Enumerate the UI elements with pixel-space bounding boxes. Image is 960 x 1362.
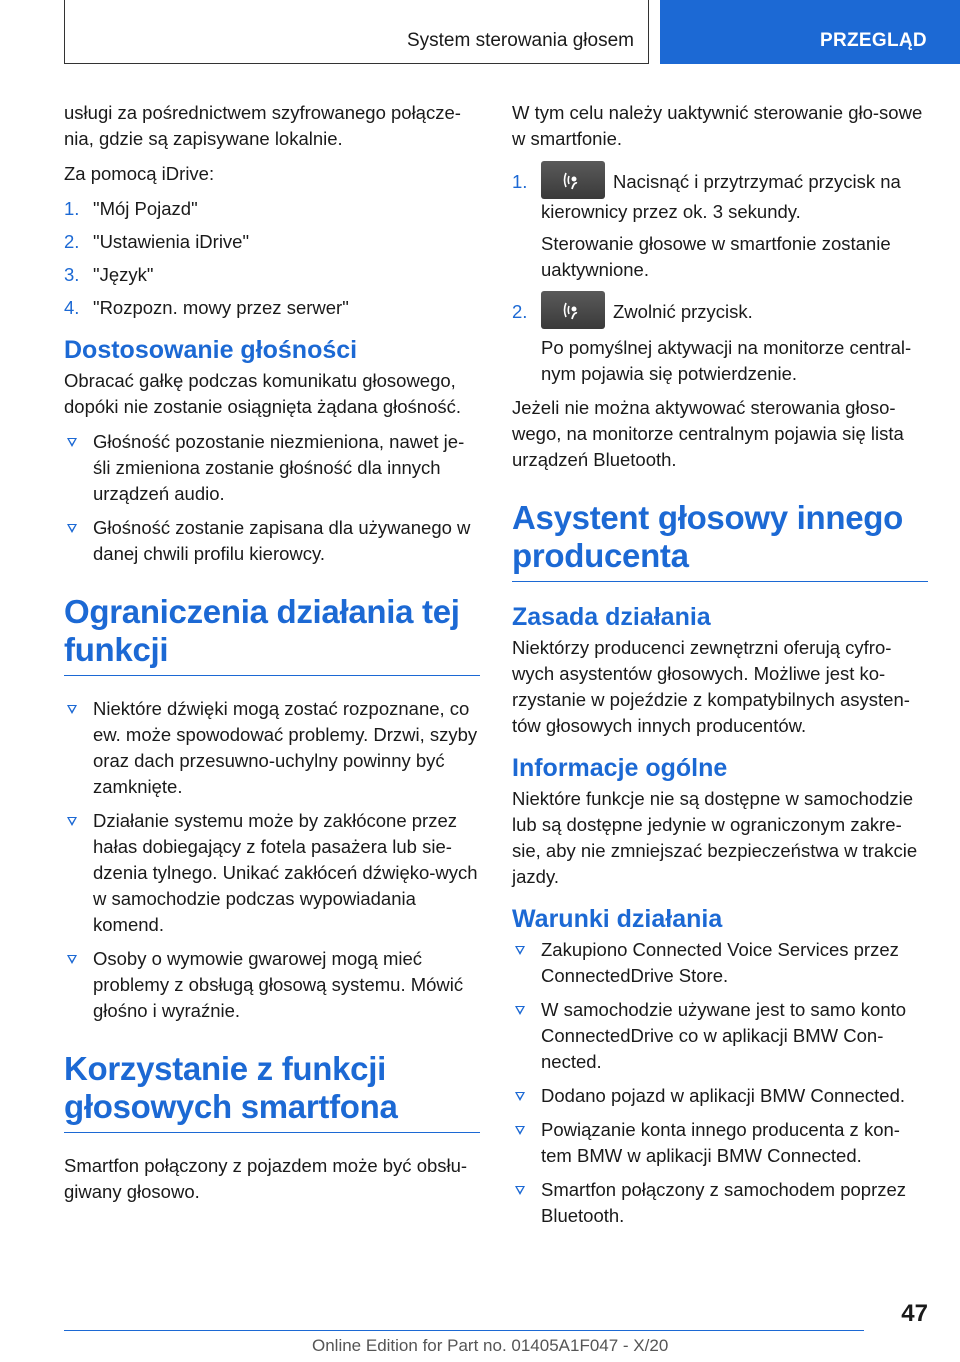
list-item: Powiązanie konta innego producenta z kon-tem BMW w aplikacji BMW Connected. bbox=[512, 1117, 928, 1169]
header-section-box bbox=[64, 0, 649, 64]
footer-divider bbox=[64, 1330, 864, 1331]
triangle-bullet-icon bbox=[515, 1006, 525, 1015]
page-number: 47 bbox=[901, 1300, 928, 1327]
step-result: Po pomyślnej aktywacji na monitorze central-nym pojawia się potwierdzenie. bbox=[541, 337, 912, 384]
triangle-bullet-icon bbox=[515, 946, 525, 955]
conditions-bullets bbox=[512, 937, 928, 1229]
list-item: Dodano pojazd w aplikacji BMW Connected. bbox=[512, 1083, 928, 1109]
voice-control-button-icon bbox=[541, 291, 605, 329]
list-item: Smartfon połączony z samochodem poprzez Bluetooth. bbox=[512, 1177, 928, 1229]
principle-text: Niektórzy producenci zewnętrzni oferują cyfro-wych asystentów głosowych. Możliwe jest ko-rzystanie w pojeździe z kompatybilnych asysten-tów głosowych innych producentów. bbox=[512, 637, 910, 736]
footer-edition: Online Edition for Part no. 01405A1F047 - X/20 bbox=[312, 1336, 669, 1355]
right-intro-text: W tym celu należy uaktywnić sterowanie gło-sowe w smartfonie. bbox=[512, 102, 923, 149]
general-heading: Informacje ogólne bbox=[512, 754, 728, 782]
list-item: 1. Nacisnąć i przytrzymać przycisk na kierownicy przez ok. 3 sekundy. Sterowanie głosowe w smartfonie zostanie uaktywnione. bbox=[512, 161, 928, 283]
triangle-bullet-icon bbox=[67, 524, 77, 533]
right-column bbox=[512, 100, 928, 1237]
list-item: Niektóre dźwięki mogą zostać rozpoznane, co ew. może spowodować problemy. Drzwi, szyby oraz dach przesuwno-uchylny powinny być zamknięte. bbox=[64, 696, 480, 800]
triangle-bullet-icon bbox=[515, 1186, 525, 1195]
left-column bbox=[64, 100, 480, 1214]
voice-control-button-icon bbox=[541, 161, 605, 199]
step-result: Sterowanie głosowe w smartfonie zostanie uaktywnione. bbox=[541, 233, 891, 280]
list-item: Głośność zostanie zapisana dla używanego w danej chwili profilu kierowcy. bbox=[64, 515, 480, 567]
limits-bullets bbox=[64, 696, 480, 1024]
fallback-text: Jeżeli nie można aktywować sterowania głoso-wego, na monitorze centralnym pojawia się lista urządzeń Bluetooth. bbox=[512, 397, 904, 470]
list-item: Głośność pozostanie niezmieniona, nawet je-śli zmieniona zostanie głośność dla innych urządzeń audio. bbox=[64, 429, 480, 507]
list-item: 2. "Ustawienia iDrive" bbox=[64, 231, 250, 252]
volume-text: Obracać gałkę podczas komunikatu głosowego, dopóki nie zostanie osiągnięta żądana głośność. bbox=[64, 370, 462, 417]
volume-bullets bbox=[64, 429, 480, 567]
limits-heading: Ograniczenia działania tej funkcji bbox=[64, 593, 480, 676]
intro-text: usługi za pośrednictwem szyfrowanego połącze-nia, gdzie są zapisywane lokalnie. bbox=[64, 102, 461, 149]
list-item: 2. Zwolnić przycisk. Po pomyślnej aktywacji na monitorze central-nym pojawia się potwierdzenie. bbox=[512, 291, 928, 387]
list-item: W samochodzie używane jest to samo konto ConnectedDrive co w aplikacji BMW Con-nected. bbox=[512, 997, 928, 1075]
volume-heading: Dostosowanie głośności bbox=[64, 336, 358, 364]
triangle-bullet-icon bbox=[67, 955, 77, 964]
list-item: Zakupiono Connected Voice Services przez ConnectedDrive Store. bbox=[512, 937, 928, 989]
list-item: 3. "Język" bbox=[64, 264, 154, 285]
principle-heading: Zasada działania bbox=[512, 603, 711, 631]
assistant-heading: Asystent głosowy innego producenta bbox=[512, 499, 928, 582]
idrive-label: Za pomocą iDrive: bbox=[64, 163, 215, 184]
header-section-title: System sterowania głosem bbox=[406, 30, 634, 51]
list-item: 1. "Mój Pojazd" bbox=[64, 198, 198, 219]
conditions-heading: Warunki działania bbox=[512, 905, 723, 933]
smartphone-heading: Korzystanie z funkcji głosowych smartfona bbox=[64, 1050, 480, 1133]
general-text: Niektóre funkcje nie są dostępne w samochodzie lub są dostępne jedynie w ograniczonym zakre-sie, aby nie zmniejszać bezpieczeństwa w trakcie jazdy. bbox=[512, 788, 918, 887]
list-item: Działanie systemu może by zakłócone przez hałas dobiegający z fotela pasażera lub sie-dzenia tylnego. Unikać zakłóceń dźwięko-wych w samochodzie podczas wypowiadania komend. bbox=[64, 808, 480, 938]
triangle-bullet-icon bbox=[67, 817, 77, 826]
header-tab-label: PRZEGLĄD bbox=[820, 30, 927, 51]
triangle-bullet-icon bbox=[515, 1126, 525, 1135]
header-tab-overview[interactable] bbox=[660, 0, 960, 64]
list-item: Osoby o wymowie gwarowej mogą mieć problemy z obsługą głosową systemu. Mówić głośno i wyraźnie. bbox=[64, 946, 480, 1024]
idrive-steps bbox=[64, 196, 480, 321]
triangle-bullet-icon bbox=[67, 705, 77, 714]
triangle-bullet-icon bbox=[515, 1092, 525, 1101]
triangle-bullet-icon bbox=[67, 438, 77, 447]
smartphone-steps bbox=[512, 161, 928, 387]
smartphone-text: Smartfon połączony z pojazdem może być obsłu-giwany głosowo. bbox=[64, 1155, 468, 1202]
list-item: 4. "Rozpozn. mowy przez serwer" bbox=[64, 297, 349, 318]
